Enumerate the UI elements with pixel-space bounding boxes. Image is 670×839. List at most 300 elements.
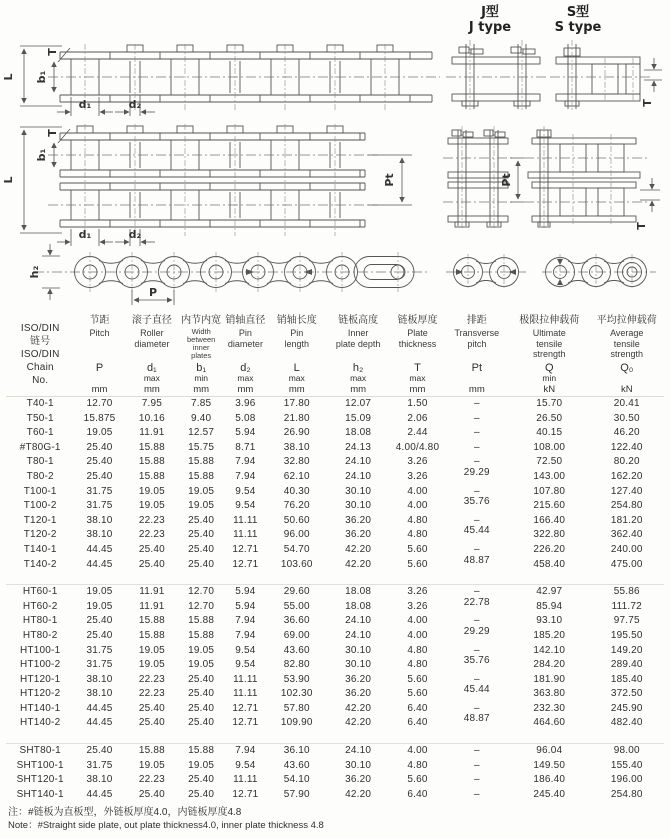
value-cell: 42.20 — [345, 543, 372, 555]
value-cell: 12.71 — [232, 788, 259, 800]
value-cell: 127.40 — [610, 485, 643, 497]
value-cell: 42.20 — [345, 717, 372, 729]
value-cell: 149.20 — [610, 644, 643, 656]
chain-no-cell: HT140-1 — [20, 702, 61, 714]
value-cell: 6.40 — [407, 788, 428, 800]
value-cell: – — [473, 774, 480, 786]
table-row — [6, 702, 664, 717]
value-cell: 29.60 — [283, 586, 310, 598]
dim-b1-label-2: b₁ — [35, 148, 48, 162]
value-cell: 372.50 — [610, 688, 643, 700]
value-cell: 85.94 — [536, 600, 563, 612]
value-cell: 21.80 — [283, 412, 310, 424]
value-cell: 19.05 — [188, 644, 215, 656]
value-cell: 55.00 — [283, 600, 310, 612]
value-cell: – — [473, 702, 480, 714]
dim-Pt-label-j: Pt — [500, 173, 513, 187]
value-cell: 25.40 — [188, 702, 215, 714]
value-cell: – — [473, 673, 480, 685]
value-cell: 7.94 — [235, 745, 256, 757]
value-cell: 3.96 — [235, 398, 256, 409]
value-cell: 464.60 — [533, 717, 566, 729]
value-cell: 15.88 — [188, 629, 215, 641]
value-cell: 186.40 — [533, 774, 566, 786]
value-cell: 45.44 — [463, 684, 490, 696]
value-cell: 36.20 — [345, 688, 372, 700]
value-cell: 32.80 — [283, 456, 310, 468]
value-cell: 245.40 — [533, 788, 566, 800]
value-cell: 19.05 — [188, 659, 215, 671]
value-cell: 19.05 — [138, 759, 165, 771]
value-cell: 82.80 — [283, 659, 310, 671]
chain-no-cell: SHT140-1 — [16, 788, 64, 800]
value-cell: 11.11 — [233, 774, 258, 786]
value-cell: 3.26 — [407, 470, 428, 482]
value-cell: 458.40 — [533, 558, 566, 570]
value-cell: 284.20 — [533, 659, 566, 671]
value-cell: 30.10 — [345, 759, 372, 771]
value-cell: 24.10 — [345, 615, 372, 627]
value-cell: 15.875 — [83, 412, 116, 424]
value-cell: 36.20 — [345, 529, 372, 541]
value-cell: 44.45 — [86, 788, 113, 800]
chain-no-cell: SHT120-1 — [16, 774, 64, 786]
dim-d1-label-2: d₁ — [78, 228, 92, 241]
value-cell: 3.26 — [407, 456, 428, 468]
value-cell: 102.30 — [280, 688, 313, 700]
j-type-title-en: J type — [468, 20, 512, 35]
column-header: 排距 Transverse pitch Pt mm — [454, 315, 500, 395]
table-row — [6, 687, 664, 702]
value-cell: 54.70 — [283, 543, 310, 555]
value-cell: 30.10 — [345, 644, 372, 656]
value-cell: 25.40 — [138, 717, 165, 729]
table-row — [6, 426, 664, 441]
value-cell: 8.71 — [235, 441, 256, 453]
value-cell: 4.00 — [407, 745, 428, 757]
value-cell: 289.40 — [610, 659, 643, 671]
value-cell: 4.80 — [407, 514, 428, 526]
value-cell: 4.80 — [407, 529, 428, 541]
value-cell: 6.40 — [407, 717, 428, 729]
value-cell: 226.20 — [533, 543, 566, 555]
value-cell: 107.80 — [533, 485, 566, 497]
value-cell: 240.00 — [610, 543, 643, 555]
value-cell: 57.90 — [283, 788, 310, 800]
value-cell: 30.10 — [345, 500, 372, 512]
value-cell: 31.75 — [86, 644, 113, 656]
value-cell: 185.20 — [533, 629, 566, 641]
value-cell: 36.10 — [283, 745, 310, 757]
value-cell: 69.00 — [283, 629, 310, 641]
s-type-double-view — [524, 126, 660, 230]
dim-P-label: P — [148, 286, 158, 299]
value-cell: 40.30 — [283, 485, 310, 497]
s-type-title-en: S type — [554, 20, 602, 35]
value-cell: 22.23 — [138, 688, 165, 700]
value-cell: 24.10 — [345, 629, 372, 641]
column-header: 平均拉伸载荷 Average tensile strength Q₀ kN — [596, 315, 657, 395]
value-cell: 11.91 — [139, 427, 165, 439]
dim-d2-label: d₂ — [128, 98, 142, 111]
value-cell: 36.20 — [345, 514, 372, 526]
dim-b1-label: b₁ — [35, 70, 48, 84]
table-row — [6, 744, 664, 759]
table-row — [6, 543, 664, 558]
value-cell: 11.11 — [233, 688, 258, 700]
table-row — [6, 470, 664, 485]
value-cell: 25.40 — [188, 673, 215, 685]
value-cell: 9.54 — [235, 644, 256, 656]
value-cell: 15.75 — [188, 441, 215, 453]
value-cell: 4.80 — [407, 759, 428, 771]
value-cell: 25.40 — [138, 788, 165, 800]
value-cell: 143.00 — [533, 470, 566, 482]
value-cell: 5.94 — [235, 586, 256, 598]
value-cell: – — [473, 456, 480, 468]
value-cell: 9.54 — [235, 500, 256, 512]
value-cell: 181.20 — [610, 514, 643, 526]
value-cell: 111.72 — [611, 600, 642, 612]
double-strand-top-view — [2, 124, 412, 246]
table-row — [6, 514, 664, 529]
value-cell: 15.88 — [188, 456, 215, 468]
j-type-title-zh: J型 — [481, 5, 499, 20]
chain-no-cell: HT100-2 — [20, 659, 61, 671]
value-cell: 25.40 — [138, 558, 165, 570]
value-cell: 254.80 — [610, 788, 643, 800]
value-cell: 42.97 — [536, 586, 563, 598]
table-row — [6, 614, 664, 629]
value-cell: 5.60 — [407, 558, 428, 570]
dim-Pt-label: Pt — [383, 173, 396, 187]
table-row — [6, 658, 664, 673]
column-header: 销轴长度 Pin length L max mm — [276, 315, 317, 395]
value-cell: 12.70 — [188, 586, 215, 598]
value-cell: 12.70 — [86, 398, 113, 409]
chain-drawings — [0, 0, 670, 308]
value-cell: 38.10 — [86, 774, 113, 786]
column-header: ISO/DIN 链号 ISO/DIN Chain No. — [20, 323, 60, 386]
table-row — [6, 673, 664, 688]
value-cell: 11.11 — [233, 673, 258, 685]
value-cell: 363.80 — [533, 688, 566, 700]
value-cell: 7.85 — [191, 398, 212, 409]
value-cell: 25.40 — [188, 688, 215, 700]
value-cell: 5.60 — [407, 673, 428, 685]
value-cell: 45.44 — [463, 525, 490, 537]
value-cell: – — [473, 514, 480, 526]
value-cell: 36.20 — [345, 673, 372, 685]
chain-no-cell: HT140-2 — [20, 717, 61, 729]
value-cell: 15.88 — [138, 456, 165, 468]
chain-no-cell: SHT100-1 — [16, 759, 64, 771]
footnote-zh: 注：#链板为直板型，外链板厚度4.0，内链板厚度4.8 — [8, 807, 242, 819]
value-cell: 25.40 — [188, 514, 215, 526]
chain-no-cell: T50-1 — [26, 412, 54, 424]
value-cell: 4.00 — [407, 629, 428, 641]
chain-no-cell: T120-1 — [23, 514, 57, 526]
value-cell: 15.88 — [188, 615, 215, 627]
value-cell: 18.08 — [345, 427, 372, 439]
value-cell: 25.40 — [188, 717, 215, 729]
value-cell: 57.80 — [283, 702, 310, 714]
value-cell: 5.94 — [235, 600, 256, 612]
value-cell: 19.05 — [138, 500, 165, 512]
value-cell: 40.15 — [536, 427, 563, 439]
column-header: 节距 Pitch P mm — [89, 315, 110, 395]
value-cell: – — [473, 427, 480, 439]
value-cell: 25.40 — [188, 558, 215, 570]
chain-side-view — [28, 244, 430, 305]
table-row — [6, 397, 664, 412]
value-cell: 15.70 — [536, 398, 563, 409]
table-body — [6, 397, 664, 803]
chain-no-cell: HT80-1 — [22, 615, 58, 627]
chain-no-cell: T120-2 — [23, 529, 57, 541]
value-cell: – — [473, 745, 480, 757]
value-cell: – — [473, 412, 480, 424]
value-cell: 24.10 — [345, 470, 372, 482]
value-cell: 245.90 — [610, 702, 643, 714]
value-cell: 42.20 — [345, 788, 372, 800]
value-cell: 9.54 — [235, 759, 256, 771]
chain-no-cell: T60-1 — [26, 427, 54, 439]
value-cell: 43.60 — [283, 644, 310, 656]
value-cell: 30.10 — [345, 485, 372, 497]
value-cell: 142.10 — [533, 644, 566, 656]
value-cell: 97.75 — [613, 615, 640, 627]
table-row — [6, 412, 664, 427]
value-cell: 19.05 — [138, 485, 165, 497]
value-cell: 31.75 — [86, 759, 113, 771]
value-cell: 54.10 — [283, 774, 310, 786]
table-row — [6, 629, 664, 644]
value-cell: 1.50 — [407, 398, 428, 409]
value-cell: 17.80 — [283, 398, 310, 409]
value-cell: 30.50 — [613, 412, 640, 424]
value-cell: 149.50 — [533, 759, 566, 771]
value-cell: 93.10 — [536, 615, 563, 627]
value-cell: 25.40 — [86, 441, 113, 453]
value-cell: 109.90 — [280, 717, 313, 729]
s-type-link-view — [542, 254, 656, 290]
value-cell: 30.10 — [345, 659, 372, 671]
value-cell: 35.76 — [463, 655, 490, 667]
value-cell: 24.10 — [345, 456, 372, 468]
value-cell: 24.10 — [345, 745, 372, 757]
value-cell: 15.88 — [138, 441, 165, 453]
table-row — [6, 585, 664, 600]
table-row — [6, 788, 664, 803]
footnotes — [8, 806, 670, 832]
value-cell: 22.23 — [138, 529, 165, 541]
value-cell: 19.05 — [138, 659, 165, 671]
value-cell: 5.08 — [235, 412, 256, 424]
chain-no-cell: HT120-2 — [20, 688, 61, 700]
column-header: 内节内宽 Width between inner plates b₁ min mm — [181, 315, 222, 395]
value-cell: 322.80 — [533, 529, 566, 541]
value-cell: 2.06 — [407, 412, 428, 424]
value-cell: 25.40 — [86, 470, 113, 482]
value-cell: 25.40 — [188, 788, 215, 800]
table-row — [6, 558, 664, 573]
table-row — [6, 773, 664, 788]
value-cell: 185.40 — [610, 673, 643, 685]
value-cell: 3.26 — [407, 600, 428, 612]
value-cell: 20.41 — [613, 398, 640, 409]
column-header: 极限拉伸载荷 Ultimate tensile strength Q min kN — [519, 315, 580, 395]
dim-T-right-row1: T — [641, 99, 654, 107]
value-cell: 43.60 — [283, 759, 310, 771]
value-cell: 35.76 — [463, 496, 490, 508]
value-cell: 44.45 — [86, 543, 113, 555]
value-cell: 4.00/4.80 — [395, 441, 440, 453]
value-cell: 5.94 — [235, 427, 256, 439]
column-header: 滚子直径 Roller diameter d₁ max mm — [131, 315, 172, 395]
value-cell: 48.87 — [463, 554, 490, 566]
dim-L-label: L — [2, 73, 15, 81]
value-cell: 232.30 — [533, 702, 566, 714]
value-cell: 25.40 — [188, 774, 215, 786]
chain-no-cell: T100-1 — [23, 485, 57, 497]
value-cell: 196.00 — [610, 774, 643, 786]
value-cell: – — [473, 586, 480, 598]
group-separator — [6, 731, 664, 744]
chain-no-cell: HT120-1 — [20, 673, 61, 685]
chain-no-cell: HT60-2 — [22, 600, 58, 612]
value-cell: 31.75 — [86, 500, 113, 512]
value-cell: 6.40 — [407, 702, 428, 714]
value-cell: 25.40 — [138, 543, 165, 555]
value-cell: 22.23 — [138, 514, 165, 526]
value-cell: – — [473, 485, 480, 497]
value-cell: 4.00 — [407, 615, 428, 627]
dim-T-right-row2: T — [635, 222, 648, 230]
value-cell: 7.94 — [235, 615, 256, 627]
value-cell: 18.08 — [345, 586, 372, 598]
value-cell: 103.60 — [280, 558, 313, 570]
value-cell: 5.60 — [407, 688, 428, 700]
value-cell: 12.71 — [232, 702, 259, 714]
value-cell: 25.40 — [138, 702, 165, 714]
value-cell: 195.50 — [610, 629, 643, 641]
chain-no-cell: #T80G-1 — [19, 441, 61, 453]
value-cell: 26.90 — [283, 427, 310, 439]
value-cell: 4.80 — [407, 659, 428, 671]
value-cell: 42.20 — [345, 558, 372, 570]
value-cell: 19.05 — [188, 500, 215, 512]
table-row — [6, 716, 664, 731]
value-cell: 15.88 — [188, 745, 215, 757]
value-cell: 12.07 — [345, 398, 372, 409]
j-type-double-view — [443, 126, 524, 230]
value-cell: 29.29 — [463, 625, 490, 637]
chain-no-cell: T80-2 — [26, 470, 54, 482]
value-cell: 12.71 — [232, 558, 259, 570]
column-header: 链板高度 Inner plate depth h₂ max mm — [335, 315, 381, 395]
value-cell: – — [473, 441, 480, 453]
table-row — [6, 441, 664, 456]
value-cell: 15.88 — [138, 615, 165, 627]
value-cell: 22.23 — [138, 774, 165, 786]
single-strand-top-view — [2, 44, 440, 116]
value-cell: 15.88 — [188, 470, 215, 482]
value-cell: 36.60 — [283, 615, 310, 627]
value-cell: 155.40 — [610, 759, 643, 771]
value-cell: 76.20 — [283, 500, 310, 512]
value-cell: 11.11 — [233, 514, 258, 526]
value-cell: 50.60 — [283, 514, 310, 526]
value-cell: 26.50 — [536, 412, 563, 424]
value-cell: 362.40 — [610, 529, 643, 541]
value-cell: – — [473, 543, 480, 555]
value-cell: 10.16 — [138, 412, 165, 424]
value-cell: 19.05 — [188, 759, 215, 771]
column-header: 销轴直径 Pin diameter d₂ max mm — [225, 315, 266, 395]
value-cell: – — [473, 615, 480, 627]
value-cell: 2.44 — [407, 427, 428, 439]
value-cell: 19.05 — [86, 586, 113, 598]
value-cell: 5.60 — [407, 774, 428, 786]
dim-d1-label: d₁ — [78, 98, 92, 111]
value-cell: 80.20 — [613, 456, 640, 468]
value-cell: 475.00 — [610, 558, 643, 570]
value-cell: 19.05 — [86, 427, 113, 439]
value-cell: 12.71 — [232, 717, 259, 729]
value-cell: 29.29 — [463, 466, 490, 478]
value-cell: – — [473, 788, 480, 800]
value-cell: 38.10 — [283, 441, 310, 453]
dim-h2-label: h₂ — [28, 265, 41, 279]
value-cell: 215.60 — [533, 500, 566, 512]
value-cell: 12.71 — [232, 543, 259, 555]
chain-no-cell: HT100-1 — [20, 644, 61, 656]
chain-no-cell: HT80-2 — [22, 629, 58, 641]
value-cell: 7.94 — [235, 470, 256, 482]
value-cell: 12.70 — [188, 600, 215, 612]
value-cell: 98.00 — [613, 745, 640, 757]
group-separator — [6, 572, 664, 585]
value-cell: 96.04 — [536, 745, 563, 757]
value-cell: 96.00 — [283, 529, 310, 541]
j-type-single-view — [446, 40, 546, 112]
value-cell: 19.05 — [188, 485, 215, 497]
value-cell: 11.11 — [233, 529, 258, 541]
value-cell: 18.08 — [345, 600, 372, 612]
value-cell: 44.45 — [86, 717, 113, 729]
value-cell: 108.00 — [533, 441, 566, 453]
value-cell: 15.09 — [345, 412, 372, 424]
spec-table — [6, 314, 664, 802]
value-cell: 46.20 — [613, 427, 640, 439]
s-type-single-view — [550, 40, 662, 112]
chain-no-cell: T140-2 — [23, 558, 57, 570]
value-cell: 11.91 — [139, 600, 165, 612]
chain-no-cell: T80-1 — [26, 456, 54, 468]
table-row — [6, 759, 664, 774]
value-cell: 19.05 — [86, 600, 113, 612]
value-cell: 25.40 — [86, 629, 113, 641]
value-cell: 15.88 — [138, 745, 165, 757]
chain-no-cell: HT60-1 — [22, 586, 58, 598]
value-cell: 24.13 — [345, 441, 372, 453]
dim-d2-label-2: d₂ — [128, 228, 142, 241]
value-cell: 38.10 — [86, 673, 113, 685]
table-header-row — [6, 314, 664, 397]
value-cell: – — [473, 759, 480, 771]
value-cell: 22.78 — [463, 596, 490, 608]
